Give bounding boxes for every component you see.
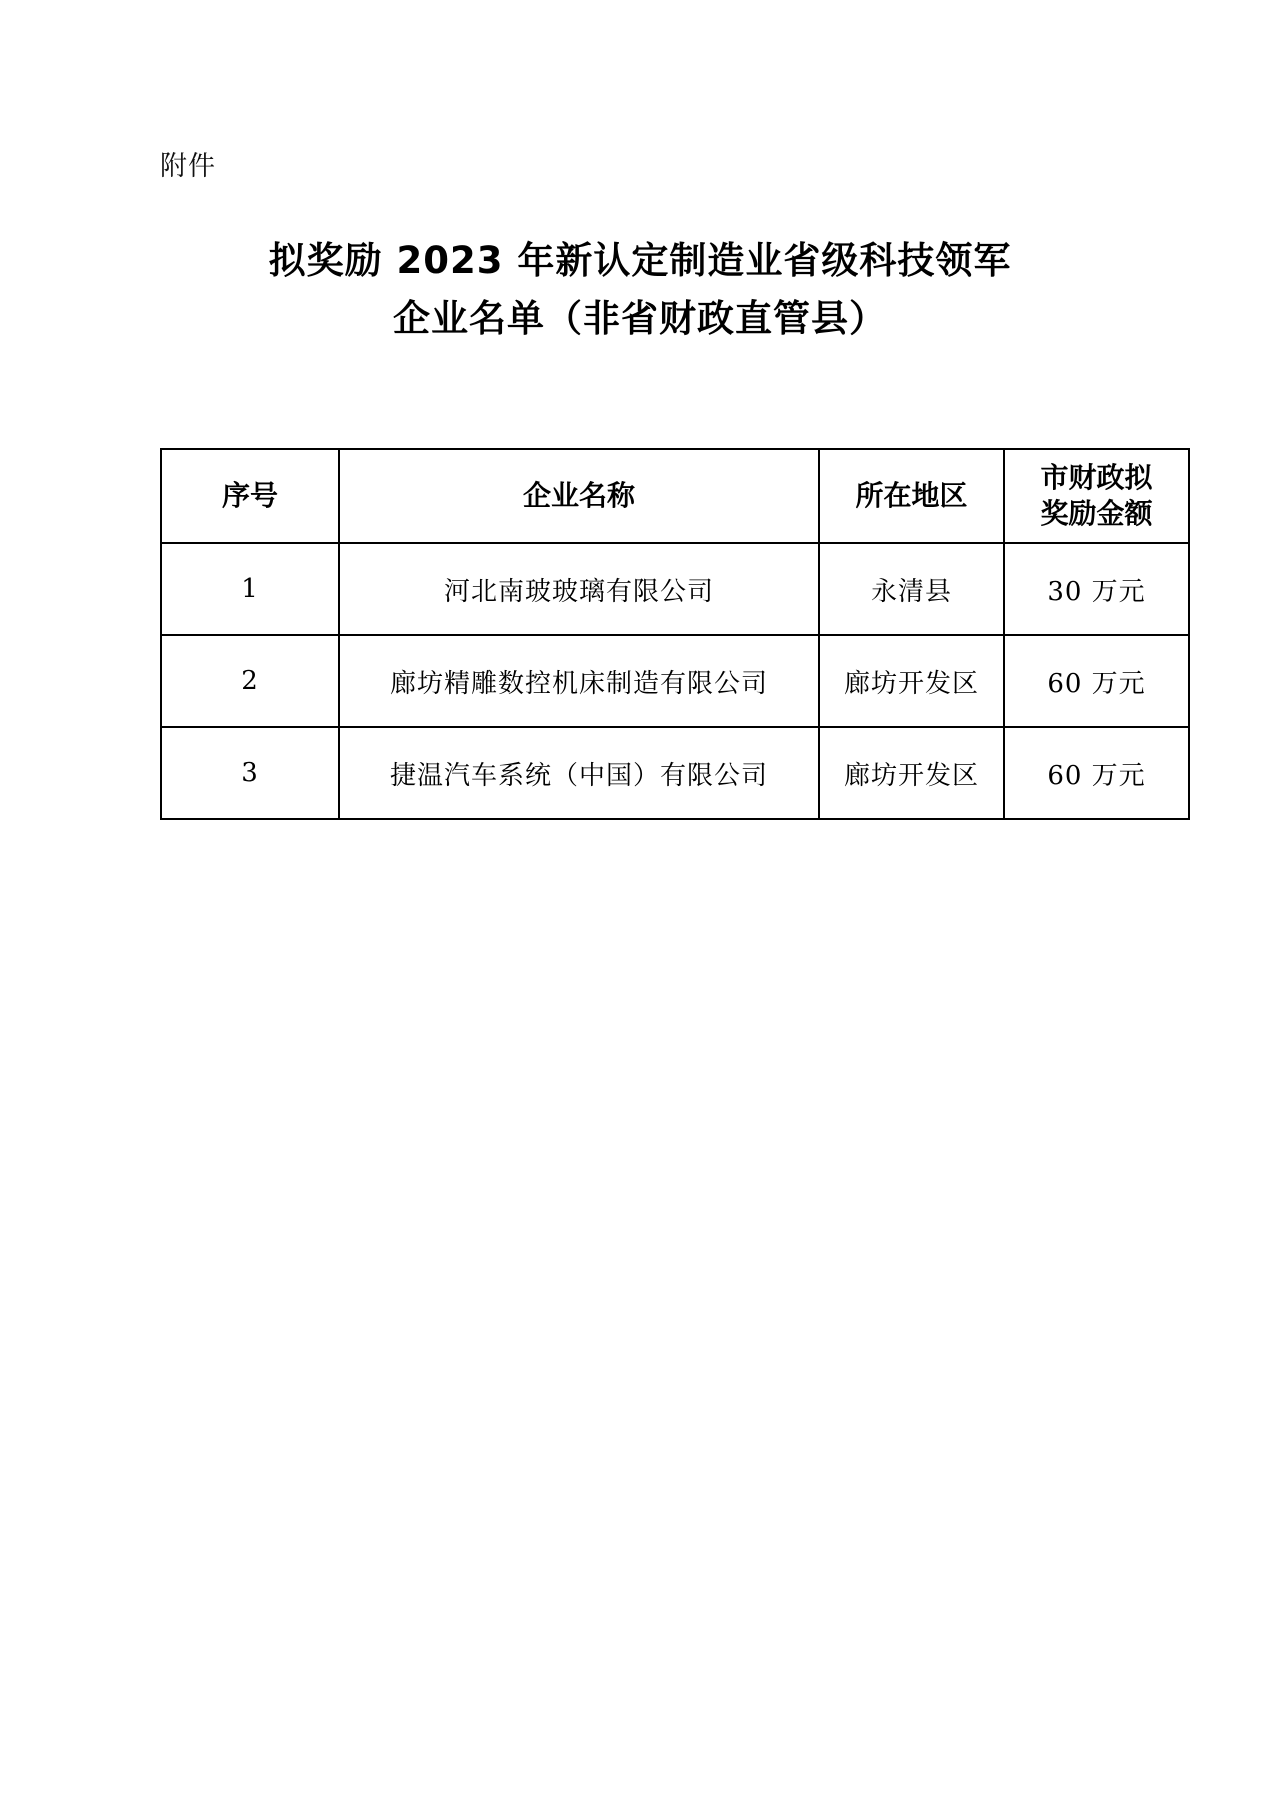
table-row [161,543,1189,635]
cell-amount: 30 万元 [1004,543,1189,635]
column-header-amount-line-1: 市财政拟 [1040,461,1153,494]
column-header-no: 序号 [161,449,339,543]
column-header-company: 企业名称 [339,449,819,543]
page-title [160,232,1120,348]
page-title-line-1: 拟奖励 2023 年新认定制造业省级科技领军 [268,239,1012,282]
award-list-table [160,448,1190,820]
cell-region: 永清县 [819,543,1004,635]
page-title-line-2: 企业名单（非省财政直管县） [393,297,887,340]
column-header-amount [1004,449,1189,543]
table-row [161,635,1189,727]
cell-no: 2 [161,635,339,727]
cell-no: 1 [161,543,339,635]
cell-company: 河北南玻玻璃有限公司 [339,543,819,635]
cell-region: 廊坊开发区 [819,727,1004,819]
column-header-region: 所在地区 [819,449,1004,543]
cell-amount: 60 万元 [1004,727,1189,819]
attachment-label: 附件 [160,151,216,182]
table-header-row [161,449,1189,543]
table-row [161,727,1189,819]
cell-company: 廊坊精雕数控机床制造有限公司 [339,635,819,727]
cell-no: 3 [161,727,339,819]
table-body [161,543,1189,819]
column-header-amount-line-2: 奖励金额 [1040,497,1153,530]
cell-region: 廊坊开发区 [819,635,1004,727]
table-header [161,449,1189,543]
cell-amount: 60 万元 [1004,635,1189,727]
cell-company: 捷温汽车系统（中国）有限公司 [339,727,819,819]
